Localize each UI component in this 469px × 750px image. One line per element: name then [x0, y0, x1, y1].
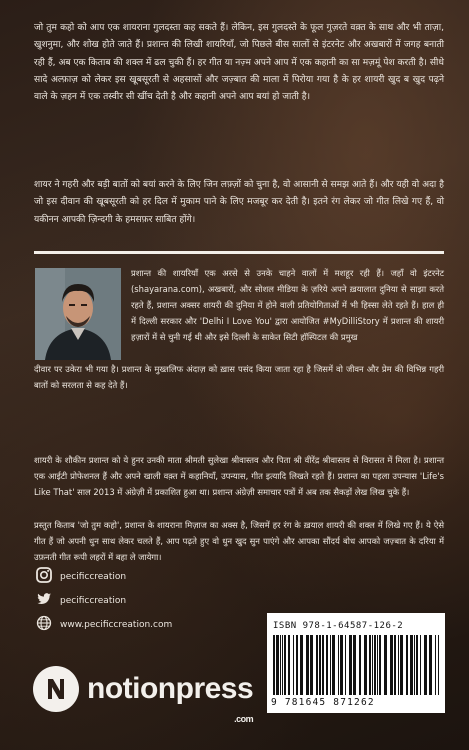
twitter-handle: pecificcreation [60, 595, 127, 606]
publisher-suffix: .com [234, 714, 254, 724]
author-background-paragraph: शायरी के शौकीन प्रशान्त को ये हुनर उनकी माता श्रीमती सुलेखा श्रीवास्तव और पिता श्री वीरेंद्र श्रीवास्तव से विरासत में मिला है। प्रशान्त एक आईटी प्रोफेशनल हैं और अपने खाली वक़्त में कहानियाँ, उपन्यास, गीत इत्यादि लिखते रहते हैं। प्रशान्त का पहला उपन्यास 'Life's Like That' साल 2013 में अंग्रेज़ी में प्रकाशित हुआ था। प्रशान्त अंग्रेज़ी समाचार पत्रों में अब तक सैकड़ों लेख लिख चुके हैं। [34, 455, 444, 498]
book-description-paragraph: प्रस्तुत किताब 'जो तुम कहो', प्रशान्त के शायराना मिज़ाज का अक्स है, जिसमें हर रंग के ख़याल शायरी की शक्ल में लिखे गए हैं। ये ऐसे गीत हैं जो अपनी धुन साथ लेकर चलते हैं, आप पढ़ते हुए वो धुन खुद सुन पाएंगे और आपका सौंदर्य बोध आपको जज़्बात के दरिया में उफ़नती गीत रूपी लहरों में बहा ले जायेगा। [34, 520, 444, 563]
author-bio-top: प्रशान्त की शायरियाँ एक अरसे से उनके चाहने वालों में मशहूर रही हैं। जहाँ वो इंटरनेट (shayarana.com), अखबारों, और सोशल मीडिया के ज़रिये अपने ख़यालात दुनिया से साझा करते रहते हैं, प्रशान्त अक्सर शायरी की दुनिया में होने वाली प्रतियोगिताओं में भी हिस्सा लेते रहते हैं। हाल ही में दिल्ली सरकार और 'Delhi I Love You' द्वारा आयोजित #MyDilliStory में प्रशान्त की शायरी हज़ारों में से चुनी गई थी और इसे दिल्ली के साकेत सिटी हॉस्पिटल की प्रमुख [131, 268, 444, 343]
website-link[interactable] [36, 615, 172, 634]
globe-icon [36, 615, 52, 634]
instagram-icon [36, 567, 52, 586]
twitter-icon [36, 591, 52, 610]
twitter-link[interactable] [36, 591, 126, 610]
publisher-name: notionpress .com [87, 674, 253, 704]
barcode-digits: 9 781645 871262 [271, 697, 375, 708]
publisher-logo [33, 666, 254, 724]
author-photo [35, 268, 121, 360]
intro-paragraph: जो तुम कहो को आप एक शायराना गुलदस्ता कह सकते हैं। लेकिन, इस गुलदस्ते के फूल गुज़रते वक़्त के साथ और भी ताज़ा, खुशनुमा, और शोख होते जाते हैं। प्रशान्त की लिखी शायरियाँ, जो पिछले बीस सालों से इंटरनेट और अखबारों में जगह बनाती रही हैं, अब एक किताब की शक्ल में ढल चुकी हैं। हर गीत या नज़्म अपने आप में एक कहानी का सा मज़मूं पेश करती है। सीधे सादे अल्फ़ाज़ को लेकर इस खूबसूरती से अहसासों और जज़्बात की माला में पिरोया गया है के हर शायरी खुद ब खुद पढ़ने वाले के ज़हन में एक तस्वीर सी खींच देती है और कहानी अपने आप बयां हो जाती है। [34, 23, 444, 103]
second-paragraph: शायर ने गहरी और बड़ी बातों को बयां करने के लिए जिन लफ़्ज़ों को चुना है, वो आसानी से समझ आते हैं। और यही वो अदा है जो इस दीवान की खूबसूरती को हर दिल में मुकाम पाने के लिए मजबूर कर देती है। इतने रंग लेकर जो गीत लिखे गए हैं, वो यकीनन आपकी ज़िन्दगी के हमसफ़र साबित होंगे। [34, 180, 444, 225]
instagram-handle: pecificcreation [60, 571, 127, 582]
barcode-bars [273, 635, 439, 695]
website-url: www.pecificcreation.com [60, 619, 173, 630]
author-bio-rest: दीवार पर उकेरा भी गया है। प्रशान्त के मुख्तलिफ अंदाज़ को ख़ास पसंद किया जाता रहा है जिसमें वो जीवन और प्रेम की विभिन्न गहरी बातों को सरलता से कह देते हैं। [34, 364, 444, 391]
notionpress-n-icon [33, 666, 79, 712]
divider-rule [34, 251, 444, 254]
isbn-barcode [267, 613, 445, 713]
instagram-link[interactable] [36, 567, 126, 586]
isbn-number: ISBN 978-1-64587-126-2 [273, 621, 404, 631]
